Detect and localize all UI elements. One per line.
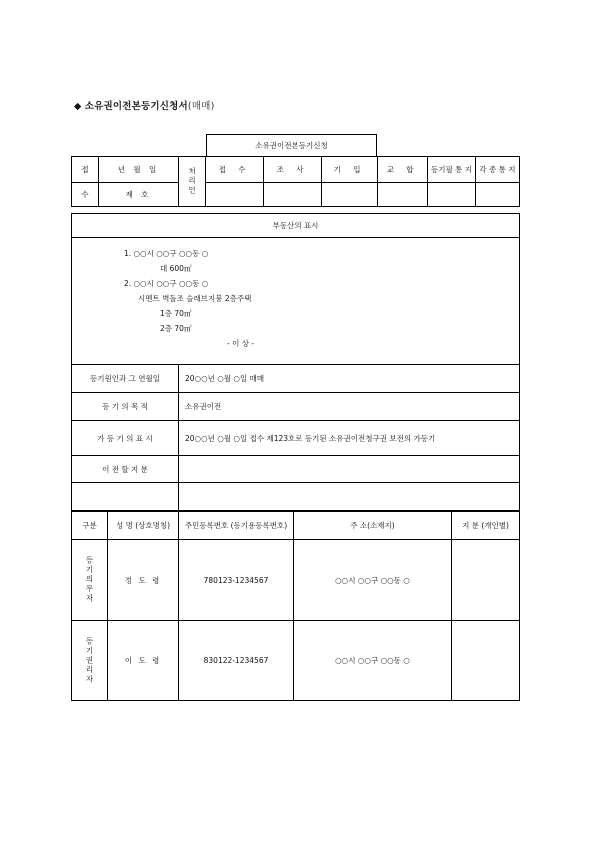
property-line-5: 1층 70㎡ bbox=[160, 309, 192, 318]
property-line-3: 2. ○○시 ○○구 ○○동 ○ bbox=[124, 279, 209, 288]
reg-notice-cell bbox=[428, 183, 476, 207]
reception-label-date: 년 월 일 bbox=[99, 157, 179, 183]
reception-label-jeop: 접 bbox=[72, 157, 99, 183]
address-header: 주 소(소재지) bbox=[294, 511, 452, 540]
obligee-category: 등기권리자 bbox=[72, 621, 108, 701]
name-header: 성 명 (상호명칭) bbox=[108, 511, 179, 540]
provisional-label: 가 등 기 의 표 시 bbox=[72, 421, 179, 456]
obligee-id: 830122-1234567 bbox=[179, 621, 294, 701]
jeopsu-cell bbox=[206, 183, 264, 207]
giip-label: 기 입 bbox=[322, 157, 378, 183]
blank-label bbox=[72, 483, 179, 512]
share-label: 이 전 할 지 분 bbox=[72, 456, 179, 483]
obligor-address: ○○시 ○○구 ○○동 ○ bbox=[294, 540, 452, 621]
property-line-7: - 이 상 - bbox=[227, 339, 255, 348]
property-header: 부동산의 표시 bbox=[72, 214, 520, 238]
reception-header: 소유권이전본등기신청 bbox=[207, 135, 377, 157]
notices-cell bbox=[476, 183, 520, 207]
cause-value: 20○○년 ○월 ○일 매매 bbox=[179, 365, 520, 393]
share-value bbox=[179, 456, 520, 483]
giip-cell bbox=[322, 183, 378, 207]
property-line-4: 시멘트 벽돌조 슬래브지붕 2층주택 bbox=[138, 294, 252, 303]
document-title-suffix: (매매) bbox=[187, 101, 215, 112]
provisional-value: 20○○년 ○월 ○일 접수 제123호로 등기된 소유권이전청구권 보전의 가등기 bbox=[179, 421, 520, 456]
purpose-value: 소유권이전 bbox=[179, 393, 520, 421]
reception-header-box bbox=[206, 134, 377, 157]
main-table bbox=[71, 213, 520, 512]
document-title bbox=[74, 98, 214, 112]
obligor-name: 정 도 령 bbox=[108, 540, 179, 621]
blank-value bbox=[179, 483, 520, 512]
diamond-bullet-icon: ◆ bbox=[74, 101, 82, 112]
obligee-address: ○○시 ○○구 ○○동 ○ bbox=[294, 621, 452, 701]
obligee-name: 이 도 령 bbox=[108, 621, 179, 701]
obligor-category: 등기의무자 bbox=[72, 540, 108, 621]
property-line-1: 1. ○○시 ○○구 ○○동 ○ bbox=[124, 249, 209, 258]
josa-label: 조 사 bbox=[264, 157, 322, 183]
parties-table bbox=[71, 510, 520, 701]
document-title-main: 소유권이전본등기신청서 bbox=[84, 101, 188, 112]
property-description bbox=[72, 238, 520, 365]
reception-table bbox=[71, 156, 520, 207]
jeopsu-label: 접 수 bbox=[206, 157, 264, 183]
gyohap-label: 교 합 bbox=[378, 157, 428, 183]
notices-label: 각 종 통 지 bbox=[476, 157, 520, 183]
property-line-2: 대 600㎡ bbox=[160, 264, 192, 273]
cause-label: 등기원인과 그 연월일 bbox=[72, 365, 179, 393]
obligee-share bbox=[452, 621, 520, 701]
party-share-header: 지 분 (개인별) bbox=[452, 511, 520, 540]
josa-cell bbox=[264, 183, 322, 207]
reception-label-number: 제 호 bbox=[99, 183, 179, 207]
id-header: 주민등록번호 (등기용등록번호) bbox=[179, 511, 294, 540]
purpose-label: 등 기 의 목 적 bbox=[72, 393, 179, 421]
gyohap-cell bbox=[378, 183, 428, 207]
reg-notice-label: 등기필 통 지 bbox=[428, 157, 476, 183]
category-header: 구분 bbox=[72, 511, 108, 540]
obligor-share bbox=[452, 540, 520, 621]
property-line-6: 2층 70㎡ bbox=[160, 324, 192, 333]
processor-label: 처리인 bbox=[179, 157, 206, 207]
reception-label-su: 수 bbox=[72, 183, 99, 207]
obligor-id: 780123-1234567 bbox=[179, 540, 294, 621]
